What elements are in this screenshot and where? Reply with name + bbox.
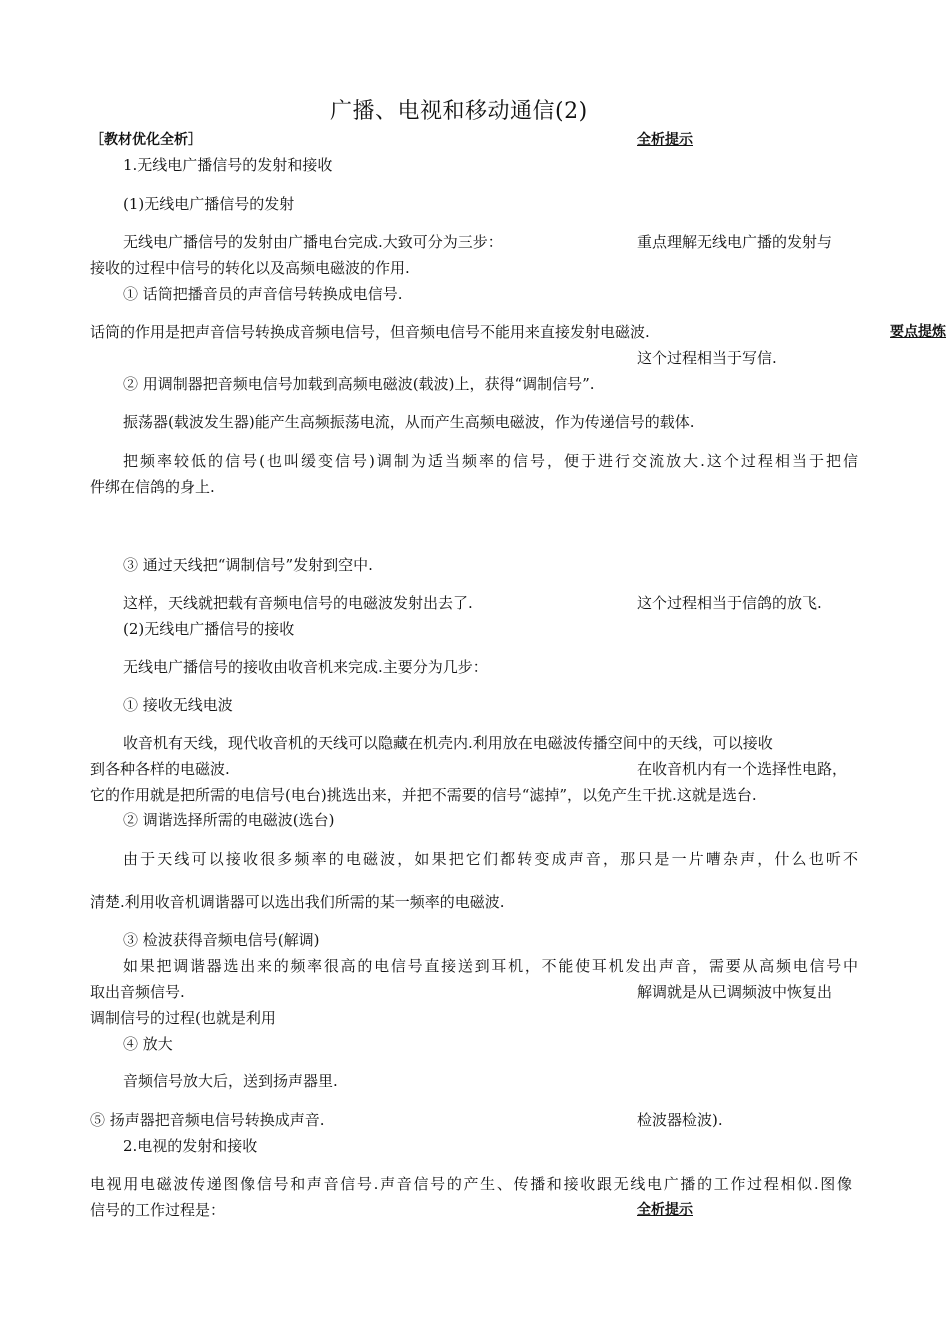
margin-note-5: 解调就是从已调频波中恢复出 (637, 983, 833, 1001)
key-points-heading: 要点提炼 (890, 324, 946, 340)
paragraph-receive-3-line-2: 取出音频信号. (90, 983, 185, 1001)
margin-note-1: 重点理解无线电广播的发射与 (637, 233, 833, 251)
paragraph-tv-line-1: 电视用电磁波传递图像信号和声音信号.声音信号的产生、传播和接收跟无线电广播的工作过程相似.图像 (90, 1175, 852, 1193)
receive-step-5: ⑤ 扬声器把音频电信号转换成声音. (90, 1111, 325, 1129)
hint-heading-2: 全析提示 (637, 1202, 693, 1218)
paragraph-receive-4: 音频信号放大后，送到扬声器里. (123, 1072, 338, 1090)
receive-step-2: ② 调谐选择所需的电磁波(选台) (123, 811, 335, 829)
paragraph-modulation-line-2: 件绑在信鸽的身上. (90, 478, 215, 496)
paragraph-intro-line-1: 无线电广播信号的发射由广播电台完成.大致可分为三步： (123, 233, 503, 251)
section-1-heading: 1.无线电广播信号的发射和接收 (123, 156, 333, 174)
margin-note-3: 这个过程相当于信鸽的放飞. (637, 594, 822, 612)
margin-note-4: 在收音机内有一个选择性电路， (637, 760, 848, 778)
subsection-1-1-heading: (1)无线电广播信号的发射 (123, 195, 295, 213)
receive-step-4: ④ 放大 (123, 1035, 173, 1053)
paragraph-receive-3-line-3: 调制信号的过程(也就是利用 (90, 1009, 276, 1027)
paragraph-microphone: 话筒的作用是把声音信号转换成音频电信号，但音频电信号不能用来直接发射电磁波. (90, 323, 650, 341)
paragraph-receive-1-line-2: 到各种各样的电磁波. (90, 760, 230, 778)
margin-note-6: 检波器检波). (637, 1111, 723, 1129)
step-1: ① 话筒把播音员的声音信号转换成电信号. (123, 285, 403, 303)
paragraph-modulation-line-1: 把频率较低的信号(也叫缓变信号)调制为适当频率的信号，便于进行交流放大.这个过程相当于把信 (123, 452, 858, 470)
paragraph-receive-2-line-2: 清楚.利用收音机调谐器可以选出我们所需的某一频率的电磁波. (90, 893, 505, 911)
subsection-1-2-heading: (2)无线电广播信号的接收 (123, 620, 295, 638)
receive-step-1: ① 接收无线电波 (123, 696, 233, 714)
section-2-heading: 2.电视的发射和接收 (123, 1137, 258, 1155)
paragraph-intro-line-2: 接收的过程中信号的转化以及高频电磁波的作用. (90, 259, 410, 277)
section-heading: ［教材优化全析］ (90, 132, 202, 148)
paragraph-antenna: 这样，天线就把载有音频电信号的电磁波发射出去了. (123, 594, 473, 612)
paragraph-receive-3-line-1: 如果把调谐器选出来的频率很高的电信号直接送到耳机，不能使耳机发出声音，需要从高频电信号中 (123, 957, 858, 975)
paragraph-receive-1-line-3: 它的作用就是把所需的电信号(电台)挑选出来，并把不需要的信号“滤掉”，以免产生干扰.这就是选台. (90, 786, 757, 804)
paragraph-receive-1-line-1: 收音机有天线，现代收音机的天线可以隐藏在机壳内.利用放在电磁波传播空间中的天线，可以接收 (123, 734, 773, 752)
receive-step-3: ③ 检波获得音频电信号(解调) (123, 931, 320, 949)
step-2: ② 用调制器把音频电信号加载到高频电磁波(载波)上，获得“调制信号”. (123, 375, 595, 393)
paragraph-oscillator: 振荡器(载波发生器)能产生高频振荡电流，从而产生高频电磁波，作为传递信号的载体. (123, 413, 695, 431)
page-title: 广播、电视和移动通信(2) (330, 99, 588, 124)
paragraph-receive-intro: 无线电广播信号的接收由收音机来完成.主要分为几步： (123, 658, 488, 676)
paragraph-tv-line-2: 信号的工作过程是： (90, 1201, 226, 1219)
paragraph-receive-2-line-1: 由于天线可以接收很多频率的电磁波，如果把它们都转变成声音，那只是一片嘈杂声，什么也听不 (123, 850, 858, 868)
step-3: ③ 通过天线把“调制信号”发射到空中. (123, 556, 373, 574)
hint-heading: 全析提示 (637, 132, 693, 148)
margin-note-2: 这个过程相当于写信. (637, 349, 777, 367)
